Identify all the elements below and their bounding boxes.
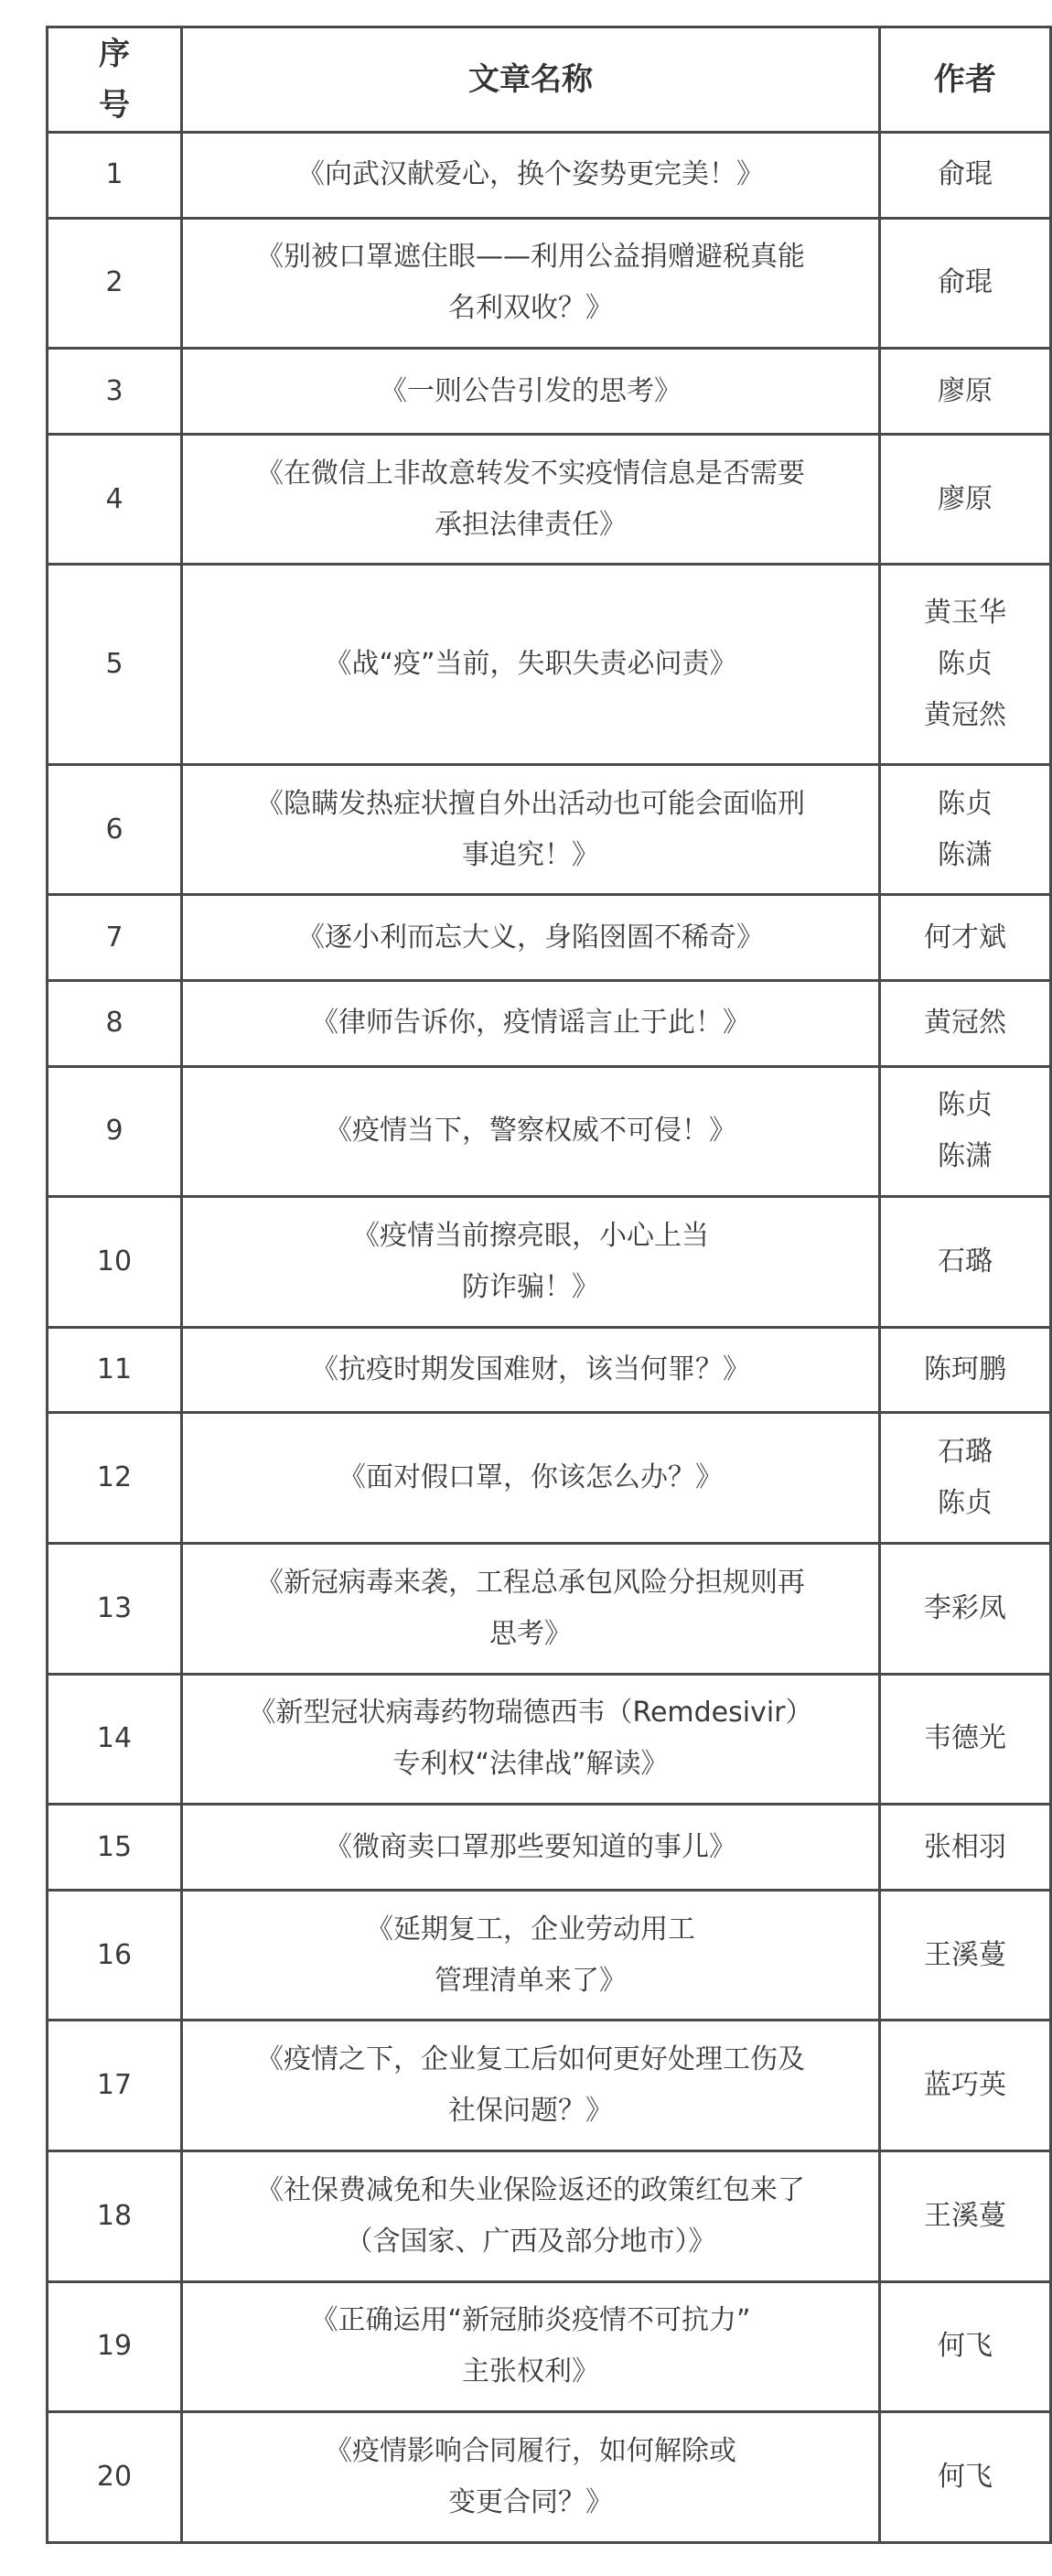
article-title-cell	[182, 895, 880, 981]
article-title-line: 社保问题？》	[448, 2095, 613, 2128]
article-title-cell	[182, 2151, 880, 2282]
article-title-cell	[182, 565, 880, 764]
article-title-line: 《别被口罩遮住眼——利用公益捐赠避税真能	[256, 241, 805, 274]
serial-number-cell: 12	[48, 1413, 182, 1544]
author-name: 陈贞	[938, 1089, 993, 1122]
article-title-cell	[182, 1890, 880, 2021]
serial-number-cell: 15	[48, 1805, 182, 1891]
serial-number-cell: 9	[48, 1066, 182, 1197]
author-cell	[880, 895, 1051, 981]
article-title-cell	[182, 1805, 880, 1891]
table-row	[48, 434, 1051, 565]
header-serial-line-1: 序	[99, 36, 130, 72]
header-author: 作者	[880, 27, 1051, 133]
article-title-cell	[182, 349, 880, 435]
table-row	[48, 980, 1051, 1066]
author-cell	[880, 2412, 1051, 2543]
serial-number-cell: 16	[48, 1890, 182, 2021]
article-title-cell	[182, 1066, 880, 1197]
table-row	[48, 133, 1051, 219]
author-cell	[880, 1890, 1051, 2021]
article-title-line: （含国家、广西及部分地市）》	[345, 2225, 716, 2258]
header-row	[48, 27, 1051, 133]
table-row	[48, 565, 1051, 764]
header-serial-number	[48, 27, 182, 133]
author-name: 黄冠然	[924, 699, 1006, 732]
author-name: 黄玉华	[924, 597, 1006, 630]
author-name: 俞琨	[938, 158, 993, 191]
author-name: 俞琨	[938, 266, 993, 299]
author-name: 韦德光	[924, 1722, 1006, 1755]
article-title-line: 《在微信上非故意转发不实疫情信息是否需要	[256, 457, 805, 490]
header-serial-line-2: 号	[99, 87, 130, 124]
author-name: 黄冠然	[924, 1007, 1006, 1040]
author-cell	[880, 434, 1051, 565]
article-title-line: 思考》	[489, 1617, 572, 1650]
author-cell	[880, 1674, 1051, 1805]
author-cell	[880, 1327, 1051, 1413]
author-cell	[880, 764, 1051, 895]
table-row	[48, 1197, 1051, 1328]
author-cell	[880, 1805, 1051, 1891]
article-title-line: 《新冠病毒来袭，工程总承包风险分担规则再	[256, 1566, 805, 1599]
author-name: 陈珂鹏	[924, 1353, 1006, 1386]
table-row	[48, 1674, 1051, 1805]
article-title-line: 《逐小利而忘大义，身陷囹圄不稀奇》	[297, 921, 764, 954]
article-title-line: 《律师告诉你，疫情谣言止于此！》	[311, 1007, 750, 1040]
article-title-cell	[182, 434, 880, 565]
author-name: 陈潇	[938, 1140, 993, 1173]
author-name: 王溪蔓	[924, 1938, 1006, 1971]
article-title-cell	[182, 218, 880, 349]
table-body	[48, 133, 1051, 2543]
table-row	[48, 2151, 1051, 2282]
article-title-line: 《一则公告引发的思考》	[380, 374, 682, 407]
article-title-line: 《微商卖口罩那些要知道的事儿》	[325, 1830, 736, 1863]
article-title-line: 变更合同？》	[448, 2486, 613, 2519]
article-title-cell	[182, 2281, 880, 2412]
table-row	[48, 218, 1051, 349]
article-title-line: 《战“疫”当前，失职失责必问责》	[324, 648, 737, 681]
table-row	[48, 1544, 1051, 1675]
table-row	[48, 1327, 1051, 1413]
author-name: 蓝巧英	[924, 2069, 1006, 2102]
header-article-title: 文章名称	[182, 27, 880, 133]
serial-number-cell: 2	[48, 218, 182, 349]
author-name: 廖原	[938, 374, 993, 407]
article-title-cell	[182, 2412, 880, 2543]
serial-number-cell: 3	[48, 349, 182, 435]
article-title-cell	[182, 1544, 880, 1675]
table-row	[48, 1413, 1051, 1544]
author-cell	[880, 133, 1051, 219]
serial-number-cell: 18	[48, 2151, 182, 2282]
article-title-line: 《面对假口罩，你该怎么办？》	[338, 1461, 723, 1494]
serial-number-cell: 6	[48, 764, 182, 895]
table-row	[48, 2021, 1051, 2151]
article-title-line: 管理清单来了》	[435, 1964, 627, 1997]
article-title-line: 《疫情之下，企业复工后如何更好处理工伤及	[256, 2043, 805, 2076]
article-title-line: 《疫情当下，警察权威不可侵！》	[325, 1115, 736, 1148]
article-title-line: 专利权“法律战”解读》	[392, 1748, 669, 1781]
article-title-line: 《抗疫时期发国难财，该当何罪？》	[311, 1353, 750, 1386]
table-row	[48, 349, 1051, 435]
article-title-line: 《向武汉献爱心，换个姿势更完美！》	[297, 158, 764, 191]
article-title-line: 防诈骗！》	[462, 1270, 599, 1303]
author-cell	[880, 2021, 1051, 2151]
article-title-line: 事追究！》	[462, 838, 599, 871]
author-cell	[880, 1544, 1051, 1675]
author-name: 陈贞	[938, 787, 993, 820]
author-name: 何飞	[938, 2330, 993, 2363]
article-title-cell	[182, 980, 880, 1066]
author-cell	[880, 349, 1051, 435]
serial-number-cell: 5	[48, 565, 182, 764]
table-row	[48, 895, 1051, 981]
article-title-cell	[182, 2021, 880, 2151]
article-title-cell	[182, 1674, 880, 1805]
author-cell	[880, 565, 1051, 764]
author-cell	[880, 218, 1051, 349]
article-title-line: 主张权利》	[462, 2355, 599, 2388]
author-cell	[880, 2281, 1051, 2412]
article-title-line: 《正确运用“新冠肺炎疫情不可抗力”	[310, 2304, 751, 2337]
serial-number-cell: 13	[48, 1544, 182, 1675]
article-title-cell	[182, 764, 880, 895]
serial-number-cell: 14	[48, 1674, 182, 1805]
serial-number-cell: 1	[48, 133, 182, 219]
table-row	[48, 1805, 1051, 1891]
author-cell	[880, 1066, 1051, 1197]
author-cell	[880, 980, 1051, 1066]
article-title-cell	[182, 1197, 880, 1328]
serial-number-cell: 17	[48, 2021, 182, 2151]
article-title-line: 《隐瞒发热症状擅自外出活动也可能会面临刑	[256, 787, 805, 820]
article-title-line: 《疫情影响合同履行，如何解除或	[325, 2435, 736, 2468]
author-name: 李彩凤	[924, 1591, 1006, 1624]
author-name: 何才斌	[924, 921, 1006, 954]
author-name: 陈贞	[938, 1487, 993, 1520]
author-name: 陈贞	[938, 648, 993, 681]
article-title-cell	[182, 1327, 880, 1413]
article-title-cell	[182, 1413, 880, 1544]
serial-number-cell: 8	[48, 980, 182, 1066]
serial-number-cell: 19	[48, 2281, 182, 2412]
table-row	[48, 1890, 1051, 2021]
author-name: 廖原	[938, 482, 993, 515]
author-cell	[880, 1413, 1051, 1544]
author-name: 王溪蔓	[924, 2199, 1006, 2232]
table-row	[48, 764, 1051, 895]
serial-number-cell: 11	[48, 1327, 182, 1413]
author-name: 何飞	[938, 2461, 993, 2494]
serial-number-cell: 7	[48, 895, 182, 981]
articles-table	[46, 26, 1052, 2544]
serial-number-cell: 10	[48, 1197, 182, 1328]
author-name: 石璐	[938, 1245, 993, 1277]
article-title-line: 《疫情当前擦亮眼，小心上当	[352, 1219, 709, 1252]
author-name: 陈潇	[938, 838, 993, 871]
article-title-cell	[182, 133, 880, 219]
author-cell	[880, 1197, 1051, 1328]
serial-number-cell: 4	[48, 434, 182, 565]
author-cell	[880, 2151, 1051, 2282]
serial-number-cell: 20	[48, 2412, 182, 2543]
article-title-line: 名利双收？》	[448, 292, 613, 325]
article-title-line: 《新型冠状病毒药物瑞德西韦（Remdesivir）	[248, 1697, 813, 1730]
table-row	[48, 1066, 1051, 1197]
table-row	[48, 2281, 1051, 2412]
article-title-line: 承担法律责任》	[435, 508, 627, 541]
table-row	[48, 2412, 1051, 2543]
article-title-line: 《延期复工，企业劳动用工	[366, 1913, 695, 1945]
author-name: 张相羽	[924, 1830, 1006, 1863]
article-title-line: 《社保费减免和失业保险返还的政策红包来了	[256, 2173, 805, 2206]
author-name: 石璐	[938, 1436, 993, 1469]
